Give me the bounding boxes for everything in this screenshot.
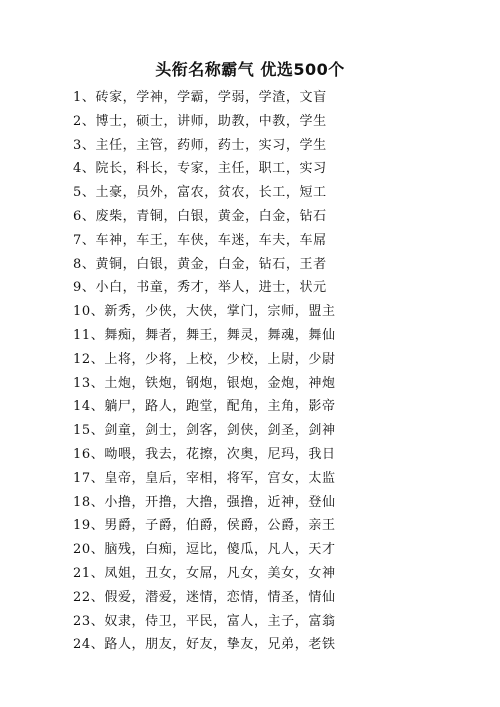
list-item: 6、废柴，青铜，白银，黄金，白金，钻石	[73, 208, 327, 224]
list-item: 23、奴隶，侍卫，平民，富人，主子，富翁	[73, 613, 336, 629]
list-item: 7、车神，车王，车侠，车迷，车夫，车屌	[73, 232, 327, 248]
title-list	[73, 86, 433, 657]
list-item: 18、小撸，开撸，大撸，强撸，近神，登仙	[73, 494, 336, 510]
list-item: 16、呦喂，我去，花擦，次奥，尼玛，我日	[73, 446, 336, 462]
list-item: 20、脑残，白痴，逗比，傻瓜，凡人，天才	[73, 542, 336, 558]
list-item: 13、土炮，铁炮，钢炮，银炮，金炮，神炮	[73, 375, 336, 391]
list-item: 10、新秀，少侠，大侠，掌门，宗师，盟主	[73, 304, 336, 320]
list-item: 15、剑童，剑士，剑客，剑侠，剑圣，剑神	[73, 423, 336, 439]
list-item: 8、黄铜，白银，黄金，白金，钻石，王者	[73, 256, 327, 272]
list-item: 19、男爵，子爵，伯爵，侯爵，公爵，亲王	[73, 518, 336, 534]
document-title: 头衔名称霸气 优选500个	[155, 60, 345, 79]
list-item: 9、小白，书童，秀才，举人，进士，状元	[73, 280, 327, 296]
list-item: 2、博士，硕士，讲师，助教，中教，学生	[73, 113, 327, 129]
list-item: 17、皇帝，皇后，宰相，将军，宫女，太监	[73, 470, 336, 486]
list-item: 4、院长，科长，专家，主任，职工，实习	[73, 161, 327, 177]
list-item: 22、假爱，潜爱，迷情，恋情，情圣，情仙	[73, 589, 336, 605]
list-item: 24、路人，朋友，好友，挚友，兄弟，老铁	[73, 637, 336, 653]
list-item: 14、躺尸，路人，跑堂，配角，主角，影帝	[73, 399, 336, 415]
list-item: 11、舞痴，舞者，舞王，舞灵，舞魂，舞仙	[73, 327, 336, 343]
list-item: 1、砖家，学神，学霸，学弱，学渣，文盲	[73, 90, 327, 105]
list-item: 12、上将，少将，上校，少校，上尉，少尉	[73, 351, 336, 367]
list-item: 3、主任，主管，药师，药士，实习，学生	[73, 137, 327, 153]
list-item: 5、土豪，员外，富农，贫农，长工，短工	[73, 185, 327, 201]
list-item: 21、凤姐，丑女，女屌，凡女，美女，女神	[73, 565, 336, 581]
